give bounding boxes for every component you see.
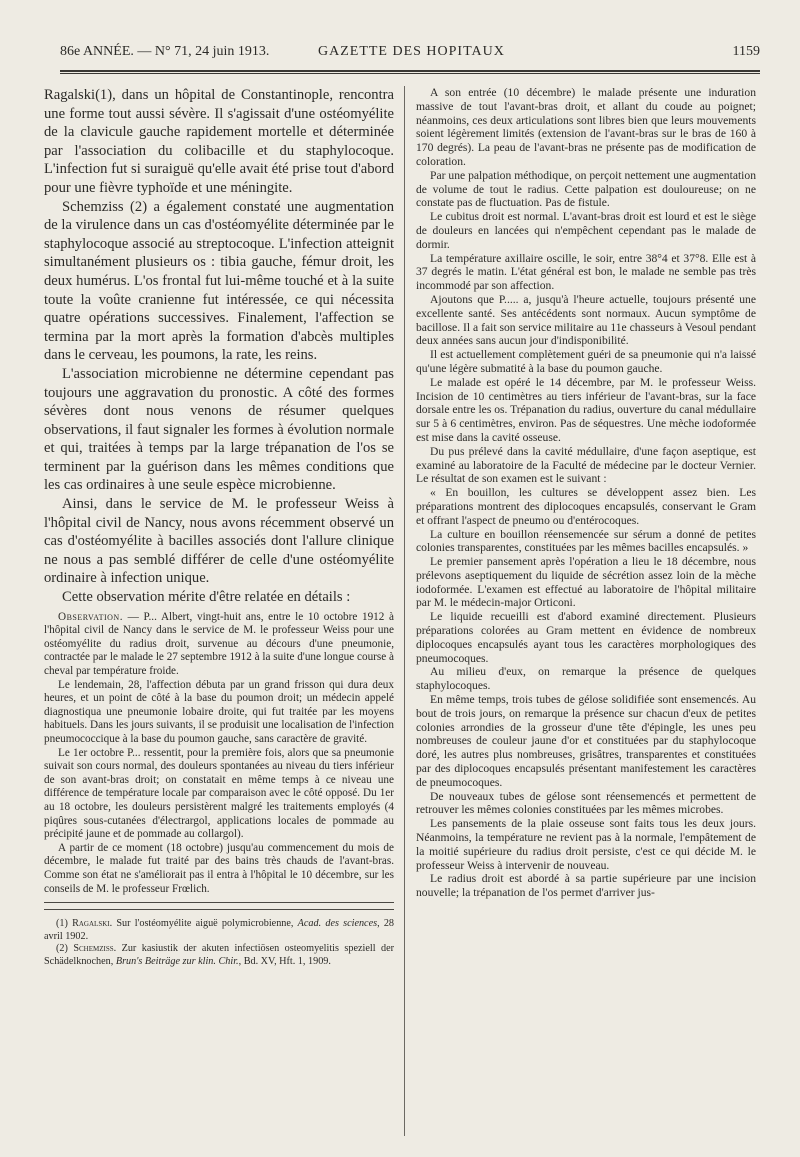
observation-text: — P... Albert, vingt-huit ans, entre le 10 octobre 1912 à l'hôpital civil de Nancy dans le service de M. le professeur Weiss pour une ostéomyélite du radius droit, survenue au décours d'une pneumonie, contractée par le malade le 27 septembre 1912 à la suite d'une longue course à cheval par température froide.	[44, 610, 394, 677]
paragraph: Au milieu d'eux, on remarque la présence de quelques staphylocoques.	[416, 665, 756, 693]
header-rule	[60, 70, 760, 74]
paragraph: Ragalski(1), dans un hôpital de Constantinople, rencontra une forme tout aussi sévère. Il s'agissait d'une ostéomyélite de la clavicule gauche rapidement mortelle et déterminée par l'association du colibacille et du staphylocoque. L'infection fut si suraiguë qu'elle avait été prise tout d'abord pour une fièvre typhoïde et une méningite.	[44, 87, 394, 196]
paragraph: Les pansements de la plaie osseuse sont faits tous les deux jours. Néanmoins, la température ne revient pas à la normale, l'empâtement de la moitié supérieure du radius droit persiste, c'est ce qui décide M. le professeur Weiss à intervenir de nouveau.	[416, 817, 756, 872]
issue-line: 86e ANNÉE. — N° 71, 24 juin 1913.	[60, 44, 270, 59]
footnote-rest: , 28 avril 1902.	[44, 918, 395, 942]
right-column	[416, 86, 756, 900]
paragraph: Le premier pansement après l'opération a lieu le 18 décembre, nous prélevons aseptiquement du liquide de sécrétion assez loin de la mèche iodoformée. L'examen est effectué au laboratoire de l'hôpital militaire par M. le médecin-major Orticoni.	[416, 555, 756, 610]
observation-paragraph	[44, 611, 394, 679]
lab-report-quote: « En bouillon, les cultures se développent assez bien. Les préparations montrent des diplocoques encapsulés, conservant le Gram et offrant l'aspect de pneumo ou d'entérocoques.	[416, 486, 756, 527]
observation-section	[44, 611, 394, 896]
footnote-source: Acad. des sciences	[297, 918, 378, 930]
footnote-marker: (1)	[56, 918, 73, 930]
paragraph: Ajoutons que P..... a, jusqu'à l'heure actuelle, toujours présenté une excellente santé. Ses antécédents sont normaux. Aucun symptôme de bacillose. Il a fait son service militaire au 11e chasseurs à Vesoul pendant deux années sans aucun jour d'indisponibilité.	[416, 292, 756, 348]
left-body-text	[44, 86, 394, 607]
column-divider	[404, 86, 405, 1136]
paragraph: Du pus prélevé dans la cavité médullaire, d'une façon aseptique, est examiné au laboratoire de la Faculté de médecine par le docteur Vernier. Le résultat de son examen est le suivant :	[416, 444, 756, 486]
observation-paragraph: Le lendemain, 28, l'affection débuta par un grand frisson qui dura deux heures, et un point de côté à la base du poumon droit; un médecin appelé diagnostiqua une pneumonie lobaire droite, qui fut traitée par les moyens habituels. Dans les jours suivants, il se produisit une localisation de l'infection pneumococcique à la base du poumon gauche, sans caractère de gravité.	[44, 678, 394, 745]
paragraph: La température axillaire oscille, le soir, entre 38°4 et 37°8. Elle est à 37 degrés le matin. L'état général est bon, le malade ne semble pas très incommodé par son affection.	[416, 251, 756, 293]
paragraph: Le malade est opéré le 14 décembre, par M. le professeur Weiss. Incision de 10 centimètres au tiers inférieur de l'avant-bras, sur la face dorsale entre les os. Trépanation du radius, ouverture du canal médullaire sur 5 à 6 centimètres, environ. Pas de séquestres. Une mèche iodoformée est mise dans la cavité osseuse.	[416, 375, 756, 444]
footnote-rule	[44, 902, 394, 903]
paragraph: A son entrée (10 décembre) le malade présente une induration massive de tout l'avant-bras droit, et allant du coude au poignet; néanmoins, ces deux articulations sont libres bien que leurs mouvements soient légèrement limités (extension de l'avant-bras sur le bras de 160 à 170 degrés). La peau de l'avant-bras ne présente pas de modification de coloration.	[416, 86, 756, 168]
paragraph: Le radius droit est abordé à sa partie supérieure par une incision nouvelle; la trépanation de l'os permet d'arriver jus-	[416, 872, 756, 900]
journal-title: GAZETTE DES HOPITAUX	[318, 44, 505, 59]
running-header	[60, 44, 760, 64]
paragraph: En même temps, trois tubes de gélose solidifiée sont ensemencés. Au bout de trois jours, on remarque la présence sur chacun d'eux de petites colonies arrondies de la grosseur d'une tête d'épingle, les unes peu nombreuses de couleur jaune d'or et constituées par du staphylocoque doré, les autres plus nombreuses, grisâtres, transparentes et constituées par des diplocoques encapsulés présentant manifestement les caractères de pneumocoques.	[416, 693, 756, 789]
lab-report-quote: La culture en bouillon réensemencée sur sérum a donné de petites colonies transparentes, constituées par les mêmes bacilles encapsulés. »	[416, 527, 756, 555]
left-column	[44, 86, 394, 968]
observation-paragraph: Le 1er octobre P... ressentit, pour la première fois, alors que sa pneumonie suivait son cours normal, des douleurs spontanées au niveau du tiers inférieur de son avant-bras droit; on constatait en même temps à ce niveau une différence de température locale par comparaison avec le côté opposé. Du 1er au 18 octobre, les douleurs persistèrent malgré les traitements employés (4 piqûres sous-cutanées d'électrargol, applications locales de pommade au précipité jaune et de pommade au collargol).	[44, 746, 394, 841]
footnote-text: . Zur kasiustik der akuten infectiösen osteomyelitis speziell der Schädelknochen,	[44, 943, 394, 967]
paragraph: Le cubitus droit est normal. L'avant-bras droit est lourd et est le siège de douleurs en lancées qui n'empêchent cependant pas le malade de dormir.	[416, 210, 756, 251]
footnote-rule-thin	[44, 909, 394, 910]
footnote-marker: (2)	[56, 943, 74, 955]
footnote-2	[44, 943, 394, 968]
observation-paragraph: A partir de ce moment (18 octobre) jusqu'au commencement du mois de décembre, le malade fut traité par des bains très chauds de l'avant-bras. Comme son état ne s'améliorait pas il entra à l'hôpital le 10 décembre, sur les conseils de M. le professeur Frœlich.	[44, 841, 394, 895]
paragraph: Le liquide recueilli est d'abord examiné directement. Plusieurs préparations colorées au Gram mettent en évidence de nombreux diplocoques encapsulés ayant tous les caractères morphologiques des pneumocoques.	[416, 610, 756, 665]
footnote-author: Schemziss	[73, 943, 114, 955]
right-body-text	[416, 86, 756, 900]
paragraph: De nouveaux tubes de gélose sont réensemencés et permettent de retrouver les mêmes colonies constituées par les mêmes microbes.	[416, 789, 756, 817]
footnotes	[44, 918, 394, 968]
page-number: 1159	[732, 44, 760, 59]
footnote-author: Ragalski	[72, 918, 110, 930]
observation-label: Observation.	[58, 610, 123, 623]
footnote-1	[44, 918, 394, 943]
paragraph: Par une palpation méthodique, on perçoit nettement une augmentation de volume de tout le radius. Cette palpation est douloureuse; on ne constate pas de fluctuation. Pas de fistule.	[416, 168, 756, 210]
footnote-source: Brun's Beiträge zur klin. Chir.	[115, 955, 239, 967]
footnote-rest: , Bd. XV, Hft. 1, 1909.	[238, 955, 331, 967]
paragraph: L'association microbienne ne détermine cependant pas toujours une aggravation du pronostic. A côté des formes sévères dont nous venons de résumer quelques observations, il faut signaler les formes à évolution normale et qui, traitées à temps par la large trépanation de l'os se terminent par la guérison dans les mêmes conditions que les cas ordinaires à une seule espèce microbienne.	[44, 365, 394, 494]
paragraph: Il est actuellement complètement guéri de sa pneumonie qui n'a laissé qu'une légère submatité à la base du poumon gauche.	[416, 348, 756, 375]
footnote-text: . Sur l'ostéomyélite aiguë polymicrobienne,	[109, 918, 298, 930]
paragraph: Ainsi, dans le service de M. le professeur Weiss à l'hôpital civil de Nancy, nous avons récemment observé un cas d'ostéomyélite à bacilles associés dont l'allure clinique ne nous a pas semblé différer de celle d'une ostéomyélite ordinaire à infection unique.	[44, 496, 394, 587]
paragraph: Cette observation mérite d'être relatée en détails :	[62, 589, 351, 606]
paragraph: Schemziss (2) a également constaté une augmentation de la virulence dans un cas d'ostéomyélite déterminée par le staphylocoque associé au streptocoque. L'infection atteignit simultanément plusieurs os : tibia gauche, fémur droit, les deux humérus. L'os frontal fut lui-même touché et à la suite toute la voûte cranienne fut intéressée, ce qui nécessita quatre opérations successives. Finalement, l'affection se termina par la mort après la formation d'abcès multiples dans le cerveau, les poumons, la rate, les reins.	[44, 198, 394, 364]
